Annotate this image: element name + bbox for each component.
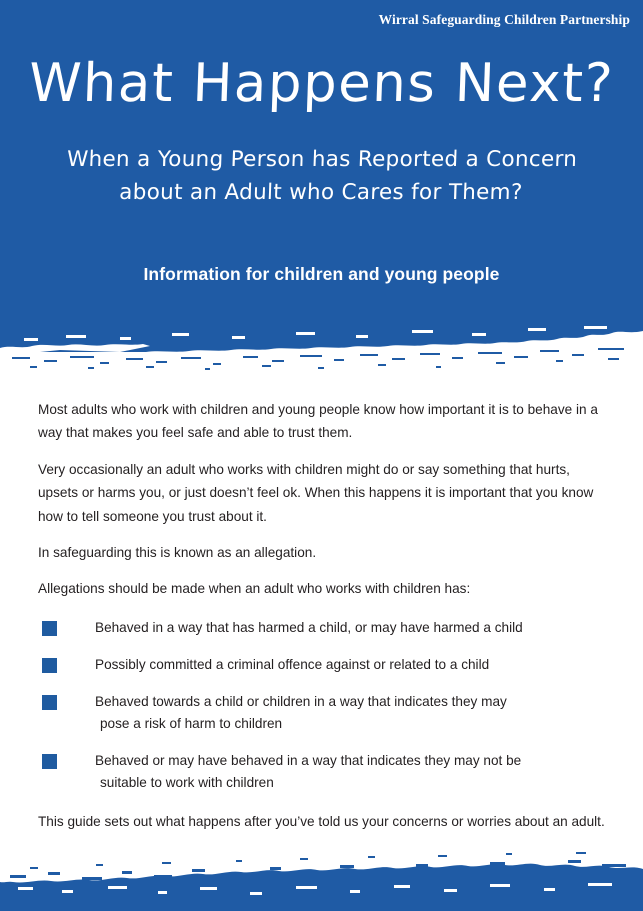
paragraph-allegation-definition: In safeguarding this is known as an allegation.	[38, 544, 317, 560]
square-bullet-icon	[42, 658, 57, 673]
list-item-line-2: pose a risk of harm to children	[100, 715, 283, 731]
allegation-criteria-list	[38, 617, 606, 794]
list-item-line-1: Behaved in a way that has harmed a child, or may have harmed a child	[95, 619, 523, 635]
header-banner	[0, 0, 643, 352]
body-content	[38, 398, 606, 833]
list-item-line-1: Possibly committed a criminal offence against or related to a child	[95, 656, 490, 672]
list-item	[38, 617, 606, 639]
square-bullet-icon	[42, 621, 57, 636]
list-item	[38, 654, 606, 676]
paragraph-intro: Most adults who work with children and young people know how important it is to behave in a way that makes you feel safe and able to trust them.	[38, 402, 598, 441]
paragraph-occasionally: Very occasionally an adult who works with children might do or say something that hurts, upsets or harms you, or just doesn’t feel ok. When this happens it is important that you know how to tell someone you trust about it.	[38, 461, 594, 524]
list-item	[38, 750, 606, 794]
list-item	[38, 691, 606, 735]
partnership-name: Wirral Safeguarding Children Partnership	[378, 12, 630, 27]
square-bullet-icon	[42, 695, 57, 710]
square-bullet-icon	[42, 754, 57, 769]
list-item-line-1: Behaved towards a child or children in a way that indicates they may	[95, 693, 507, 709]
header-banner-content	[0, 0, 643, 320]
page-subtitle: When a Young Person has Reported a Concern about an Adult who Cares for Them?	[66, 147, 578, 206]
list-item-line-2: suitable to work with children	[100, 774, 274, 790]
page-title: What Happens Next?	[27, 53, 616, 114]
paragraph-allegations-lead-in: Allegations should be made when an adult who works with children has:	[38, 581, 471, 597]
torn-edge-bottom-icon	[0, 831, 643, 911]
list-item-line-1: Behaved or may have behaved in a way that indicates they may not be	[95, 752, 522, 768]
audience-line: Information for children and young people	[143, 264, 500, 284]
paragraph-closing: This guide sets out what happens after you’ve told us your concerns or worries about an adult.	[38, 813, 605, 829]
